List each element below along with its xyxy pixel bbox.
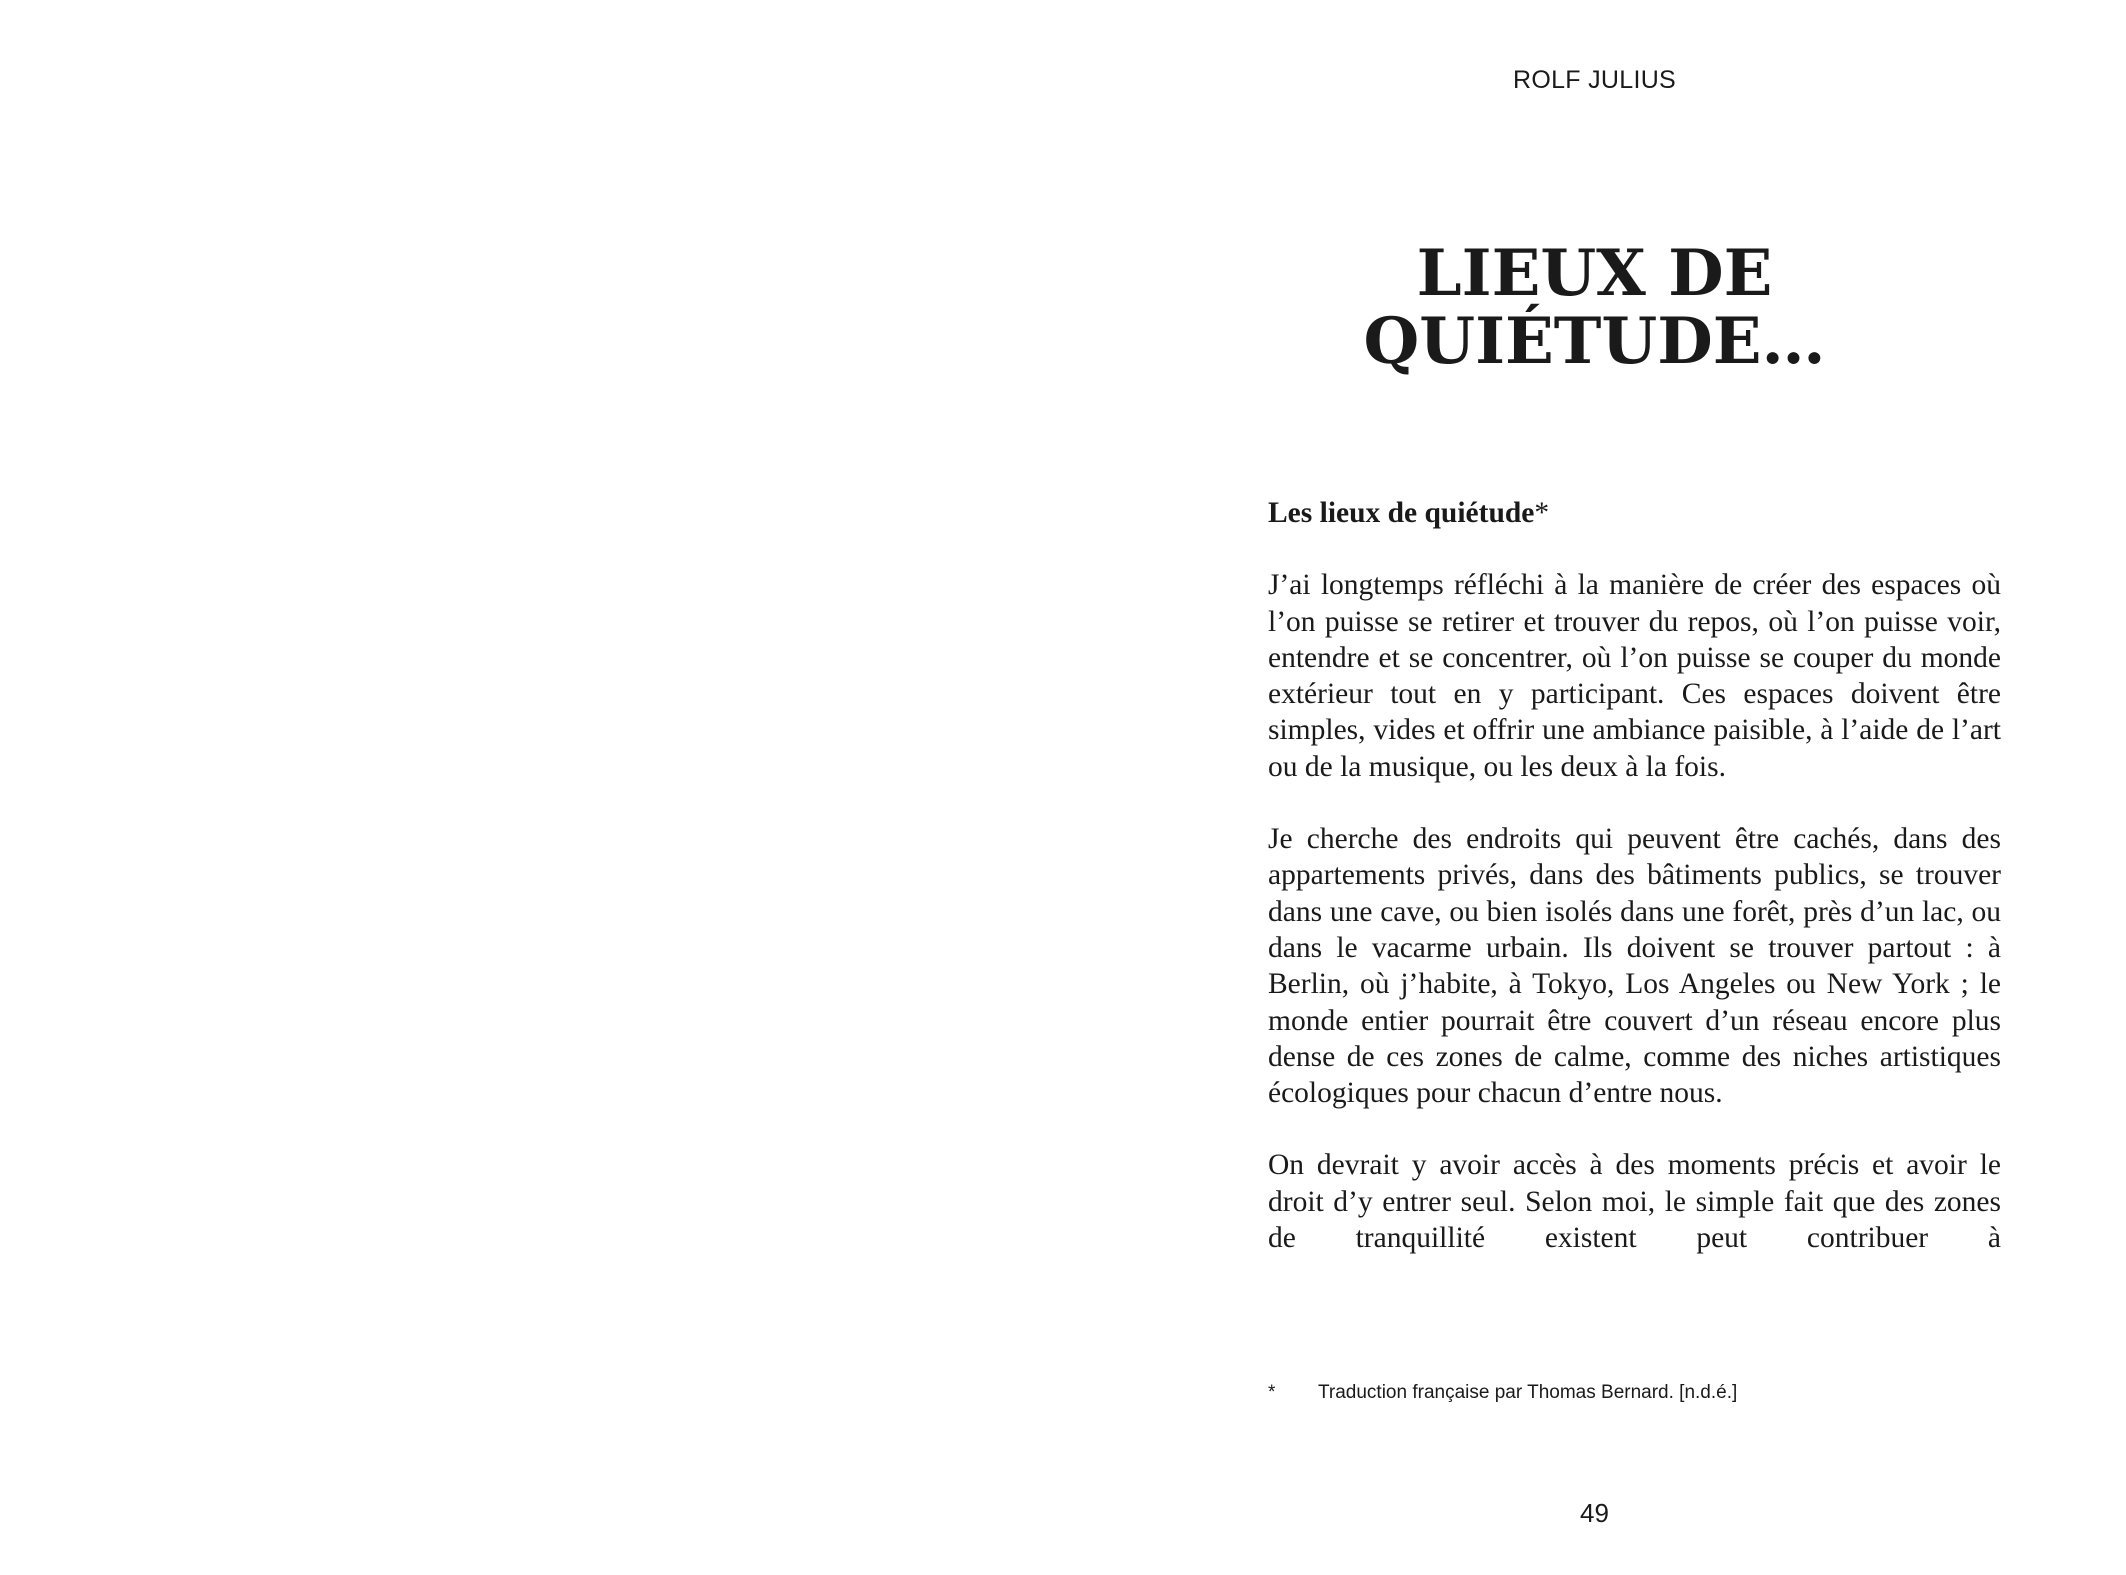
running-head: ROLF JULIUS [1512,66,1677,94]
section-subheading [1268,495,2001,531]
footnote [1268,1382,2001,1404]
footnote-text: Traduction française par Thomas Bernard. [n.d.é.] [1318,1382,1738,1403]
footnote-reference-mark: * [1534,497,1550,529]
body-text [1268,495,2001,1256]
chapter-title [1063,236,2126,379]
page-number: 49 [1580,1498,1609,1528]
paragraph-1: J’ai longtemps réfléchi à la manière de créer des espaces où l’on puisse se retirer et trouver du repos, où l’on puisse voir, entendre et se concentrer, où l’on puisse se couper du monde extérieur tout en y participant. Ces espaces doivent être simples, vides et offrir une ambiance paisible, à l’aide de l’art ou de la musique, ou les deux à la fois. [1268,569,2001,783]
subheading-text: Les lieux de quiétude [1268,497,1535,529]
paragraph-3: On devrait y avoir accès à des moments précis et avoir le droit d’y entrer seul. Selon moi, le simple fait que des zones de tranquillité existent peut contribuer à [1268,1149,2001,1255]
footnote-mark: * [1268,1382,1276,1403]
chapter-title-line-2: QUIÉTUDE… [1363,304,1826,379]
chapter-title-line-1: LIEUX DE [1416,236,1773,311]
paragraph-2: Je cherche des endroits qui peuvent être cachés, dans des appartements privés, dans des bâtiments publics, se trouver dans une cave, ou bien isolés dans une forêt, près d’un lac, ou dans le vacarme urbain. Ils doivent se trouver partout : à Berlin, où j’habite, à Tokyo, Los Angeles ou New York ; le monde entier pourrait être couvert d’un réseau encore plus dense de ces zones de calme, comme des niches artistiques écologiques pour chacun d’entre nous. [1268,823,2001,1110]
right-page [1063,0,2126,1575]
